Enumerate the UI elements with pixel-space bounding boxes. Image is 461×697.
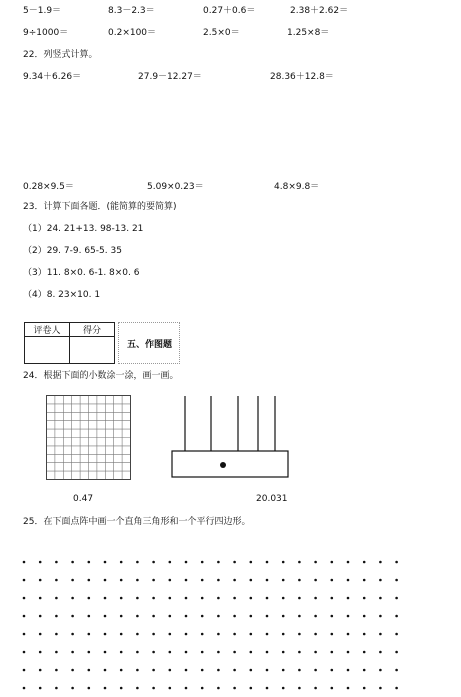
matrix-dot[interactable]: [217, 615, 220, 618]
matrix-dot[interactable]: [39, 651, 42, 654]
matrix-dot[interactable]: [23, 651, 26, 654]
matrix-dot[interactable]: [250, 597, 253, 600]
matrix-dot[interactable]: [88, 615, 91, 618]
matrix-dot[interactable]: [152, 669, 155, 672]
matrix-dot[interactable]: [152, 687, 155, 690]
matrix-dot[interactable]: [169, 615, 172, 618]
matrix-dot[interactable]: [23, 615, 26, 618]
matrix-dot[interactable]: [71, 561, 74, 564]
matrix-dot[interactable]: [250, 669, 253, 672]
section-title: 五、作图题: [127, 340, 173, 350]
matrix-dot[interactable]: [282, 615, 285, 618]
matrix-dot[interactable]: [136, 651, 139, 654]
matrix-dot[interactable]: [363, 669, 366, 672]
matrix-dot[interactable]: [266, 597, 269, 600]
grader-table: [24, 322, 115, 364]
matrix-dot[interactable]: [136, 615, 139, 618]
matrix-dot[interactable]: [104, 651, 107, 654]
problem-7: 2.5×0＝: [203, 28, 240, 38]
matrix-dot[interactable]: [23, 633, 26, 636]
matrix-dot[interactable]: [169, 633, 172, 636]
matrix-dot[interactable]: [233, 669, 236, 672]
matrix-dot[interactable]: [379, 633, 382, 636]
matrix-dot[interactable]: [233, 615, 236, 618]
matrix-dot[interactable]: [347, 651, 350, 654]
matrix-dot[interactable]: [136, 633, 139, 636]
matrix-dot[interactable]: [23, 597, 26, 600]
matrix-dot[interactable]: [169, 687, 172, 690]
problem-3: 0.27＋0.6＝: [203, 6, 256, 16]
q23-item-1: （1）24. 21+13. 98-13. 21: [23, 224, 144, 234]
matrix-dot[interactable]: [217, 579, 220, 582]
matrix-dot[interactable]: [88, 687, 91, 690]
matrix-dot[interactable]: [88, 561, 91, 564]
matrix-dot[interactable]: [104, 579, 107, 582]
matrix-dot[interactable]: [331, 651, 334, 654]
matrix-dot[interactable]: [233, 651, 236, 654]
matrix-dot[interactable]: [379, 687, 382, 690]
problem-4: 2.38＋2.62＝: [290, 6, 349, 16]
matrix-dot[interactable]: [104, 561, 107, 564]
matrix-dot[interactable]: [120, 633, 123, 636]
matrix-dot[interactable]: [314, 651, 317, 654]
q23-item-2: （2）29. 7-9. 65-5. 35: [23, 246, 122, 256]
reviewer-header: 评卷人: [25, 323, 70, 337]
matrix-dot[interactable]: [282, 651, 285, 654]
matrix-dot[interactable]: [395, 561, 398, 564]
matrix-dot[interactable]: [266, 561, 269, 564]
dot-matrix[interactable]: [0, 555, 461, 697]
matrix-dot[interactable]: [136, 561, 139, 564]
matrix-dot[interactable]: [201, 579, 204, 582]
matrix-dot[interactable]: [55, 687, 58, 690]
matrix-dot[interactable]: [363, 615, 366, 618]
matrix-dot[interactable]: [266, 669, 269, 672]
matrix-dot[interactable]: [282, 687, 285, 690]
matrix-dot[interactable]: [282, 579, 285, 582]
matrix-dot[interactable]: [314, 597, 317, 600]
matrix-dot[interactable]: [201, 615, 204, 618]
matrix-dot[interactable]: [395, 633, 398, 636]
matrix-dot[interactable]: [298, 651, 301, 654]
matrix-dot[interactable]: [395, 579, 398, 582]
matrix-dot[interactable]: [314, 615, 317, 618]
q23-title: 23．计算下面各题．(能简算的要简算): [23, 202, 177, 212]
matrix-dot[interactable]: [363, 579, 366, 582]
matrix-dot[interactable]: [185, 687, 188, 690]
matrix-dot[interactable]: [185, 669, 188, 672]
q22-problem-6: 4.8×9.8＝: [274, 182, 320, 192]
matrix-dot[interactable]: [233, 579, 236, 582]
matrix-dot[interactable]: [298, 597, 301, 600]
matrix-dot[interactable]: [395, 651, 398, 654]
matrix-dot[interactable]: [169, 651, 172, 654]
matrix-dot[interactable]: [250, 633, 253, 636]
abacus[interactable]: [170, 394, 292, 480]
matrix-dot[interactable]: [71, 669, 74, 672]
matrix-dot[interactable]: [282, 633, 285, 636]
q25-title: 25．在下面点阵中画一个直角三角形和一个平行四边形。: [23, 517, 251, 527]
matrix-dot[interactable]: [71, 597, 74, 600]
matrix-dot[interactable]: [217, 669, 220, 672]
matrix-dot[interactable]: [120, 669, 123, 672]
matrix-dot[interactable]: [331, 669, 334, 672]
matrix-dot[interactable]: [71, 633, 74, 636]
problem-1: 5－1.9＝: [23, 6, 62, 16]
problem-2: 8.3－2.3＝: [108, 6, 155, 16]
matrix-dot[interactable]: [201, 687, 204, 690]
matrix-dot[interactable]: [379, 669, 382, 672]
matrix-dot[interactable]: [185, 579, 188, 582]
matrix-dot[interactable]: [71, 687, 74, 690]
matrix-dot[interactable]: [266, 651, 269, 654]
matrix-dot[interactable]: [55, 615, 58, 618]
matrix-dot[interactable]: [55, 669, 58, 672]
matrix-dot[interactable]: [152, 615, 155, 618]
matrix-dot[interactable]: [185, 651, 188, 654]
matrix-dot[interactable]: [136, 579, 139, 582]
matrix-dot[interactable]: [314, 687, 317, 690]
matrix-dot[interactable]: [55, 633, 58, 636]
matrix-dot[interactable]: [152, 597, 155, 600]
matrix-dot[interactable]: [201, 561, 204, 564]
matrix-dot[interactable]: [314, 579, 317, 582]
hundred-grid[interactable]: [46, 395, 132, 481]
grid-label: 0.47: [73, 494, 94, 504]
matrix-dot[interactable]: [233, 561, 236, 564]
matrix-dot[interactable]: [379, 615, 382, 618]
matrix-dot[interactable]: [39, 687, 42, 690]
matrix-dot[interactable]: [39, 633, 42, 636]
matrix-dot[interactable]: [201, 669, 204, 672]
matrix-dot[interactable]: [120, 687, 123, 690]
matrix-dot[interactable]: [152, 561, 155, 564]
matrix-dot[interactable]: [136, 687, 139, 690]
matrix-dot[interactable]: [185, 597, 188, 600]
matrix-dot[interactable]: [120, 561, 123, 564]
q22-problem-2: 27.9－12.27＝: [138, 72, 202, 82]
matrix-dot[interactable]: [88, 597, 91, 600]
matrix-dot[interactable]: [314, 669, 317, 672]
matrix-dot[interactable]: [23, 579, 26, 582]
matrix-dot[interactable]: [363, 687, 366, 690]
matrix-dot[interactable]: [169, 597, 172, 600]
matrix-dot[interactable]: [314, 633, 317, 636]
matrix-dot[interactable]: [39, 561, 42, 564]
matrix-dot[interactable]: [104, 615, 107, 618]
matrix-dot[interactable]: [298, 561, 301, 564]
matrix-dot[interactable]: [136, 669, 139, 672]
matrix-dot[interactable]: [266, 687, 269, 690]
matrix-dot[interactable]: [331, 615, 334, 618]
matrix-dot[interactable]: [120, 615, 123, 618]
matrix-dot[interactable]: [39, 615, 42, 618]
matrix-dot[interactable]: [347, 579, 350, 582]
matrix-dot[interactable]: [201, 597, 204, 600]
matrix-dot[interactable]: [71, 579, 74, 582]
matrix-dot[interactable]: [55, 597, 58, 600]
problem-5: 9÷1000＝: [23, 28, 69, 38]
matrix-dot[interactable]: [250, 687, 253, 690]
matrix-dot[interactable]: [347, 633, 350, 636]
matrix-dot[interactable]: [250, 615, 253, 618]
matrix-dot[interactable]: [185, 633, 188, 636]
matrix-dot[interactable]: [331, 561, 334, 564]
q22-title: 22．列竖式计算。: [23, 50, 98, 60]
matrix-dot[interactable]: [217, 597, 220, 600]
matrix-dot[interactable]: [282, 561, 285, 564]
matrix-dot[interactable]: [120, 597, 123, 600]
matrix-dot[interactable]: [347, 597, 350, 600]
score-header: 得分: [70, 323, 115, 337]
matrix-dot[interactable]: [266, 633, 269, 636]
matrix-dot[interactable]: [298, 633, 301, 636]
reviewer-cell[interactable]: [25, 337, 70, 364]
matrix-dot[interactable]: [120, 651, 123, 654]
abacus-label: 20.031: [256, 494, 288, 504]
matrix-dot[interactable]: [217, 633, 220, 636]
matrix-dot[interactable]: [331, 687, 334, 690]
matrix-dot[interactable]: [104, 669, 107, 672]
matrix-dot[interactable]: [331, 579, 334, 582]
matrix-dot[interactable]: [55, 651, 58, 654]
problem-6: 0.2×100＝: [108, 28, 157, 38]
matrix-dot[interactable]: [55, 561, 58, 564]
matrix-dot[interactable]: [233, 633, 236, 636]
matrix-dot[interactable]: [71, 615, 74, 618]
matrix-dot[interactable]: [88, 651, 91, 654]
matrix-dot[interactable]: [23, 669, 26, 672]
matrix-dot[interactable]: [217, 651, 220, 654]
matrix-dot[interactable]: [136, 597, 139, 600]
matrix-dot[interactable]: [347, 687, 350, 690]
matrix-dot[interactable]: [395, 687, 398, 690]
matrix-dot[interactable]: [250, 561, 253, 564]
matrix-dot[interactable]: [39, 669, 42, 672]
matrix-dot[interactable]: [55, 579, 58, 582]
matrix-dot[interactable]: [266, 579, 269, 582]
matrix-dot[interactable]: [217, 561, 220, 564]
matrix-dot[interactable]: [201, 633, 204, 636]
decimal-point: [220, 462, 226, 468]
q22-problem-5: 5.09×0.23＝: [147, 182, 204, 192]
matrix-dot[interactable]: [169, 579, 172, 582]
matrix-dot[interactable]: [185, 561, 188, 564]
matrix-dot[interactable]: [314, 561, 317, 564]
matrix-dot[interactable]: [39, 597, 42, 600]
matrix-dot[interactable]: [347, 615, 350, 618]
score-cell[interactable]: [70, 337, 115, 364]
matrix-dot[interactable]: [169, 669, 172, 672]
matrix-dot[interactable]: [88, 579, 91, 582]
matrix-dot[interactable]: [201, 651, 204, 654]
matrix-dot[interactable]: [395, 615, 398, 618]
matrix-dot[interactable]: [363, 651, 366, 654]
matrix-dot[interactable]: [266, 615, 269, 618]
matrix-dot[interactable]: [169, 561, 172, 564]
matrix-dot[interactable]: [39, 579, 42, 582]
matrix-dot[interactable]: [347, 561, 350, 564]
matrix-dot[interactable]: [152, 579, 155, 582]
matrix-dot[interactable]: [282, 597, 285, 600]
q22-problem-4: 0.28×9.5＝: [23, 182, 74, 192]
matrix-dot[interactable]: [363, 561, 366, 564]
matrix-dot[interactable]: [120, 579, 123, 582]
matrix-dot[interactable]: [379, 579, 382, 582]
q22-problem-1: 9.34＋6.26＝: [23, 72, 82, 82]
matrix-dot[interactable]: [363, 597, 366, 600]
matrix-dot[interactable]: [298, 669, 301, 672]
section-header-box: [118, 322, 180, 364]
matrix-dot[interactable]: [250, 579, 253, 582]
q22-problem-3: 28.36＋12.8＝: [270, 72, 334, 82]
q24-title: 24．根据下面的小数涂一涂，画一画。: [23, 371, 179, 381]
matrix-dot[interactable]: [379, 651, 382, 654]
q23-item-3: （3）11. 8×0. 6-1. 8×0. 6: [23, 268, 140, 278]
matrix-dot[interactable]: [298, 579, 301, 582]
q23-item-4: （4）8. 23×10. 1: [23, 290, 101, 300]
matrix-dot[interactable]: [379, 597, 382, 600]
matrix-dot[interactable]: [233, 687, 236, 690]
matrix-dot[interactable]: [298, 615, 301, 618]
matrix-dot[interactable]: [104, 633, 107, 636]
matrix-dot[interactable]: [217, 687, 220, 690]
matrix-dot[interactable]: [379, 561, 382, 564]
matrix-dot[interactable]: [23, 561, 26, 564]
abacus-base: [172, 451, 288, 477]
matrix-dot[interactable]: [282, 669, 285, 672]
matrix-dot[interactable]: [395, 669, 398, 672]
matrix-dot[interactable]: [298, 687, 301, 690]
matrix-dot[interactable]: [88, 633, 91, 636]
matrix-dot[interactable]: [347, 669, 350, 672]
matrix-dot[interactable]: [395, 597, 398, 600]
matrix-dot[interactable]: [185, 615, 188, 618]
matrix-dot[interactable]: [104, 597, 107, 600]
matrix-dot[interactable]: [331, 633, 334, 636]
matrix-dot[interactable]: [250, 651, 253, 654]
problem-8: 1.25×8＝: [287, 28, 330, 38]
matrix-dot[interactable]: [88, 669, 91, 672]
matrix-dot[interactable]: [331, 597, 334, 600]
matrix-dot[interactable]: [71, 651, 74, 654]
matrix-dot[interactable]: [104, 687, 107, 690]
matrix-dot[interactable]: [23, 687, 26, 690]
matrix-dot[interactable]: [152, 633, 155, 636]
matrix-dot[interactable]: [152, 651, 155, 654]
matrix-dot[interactable]: [363, 633, 366, 636]
matrix-dot[interactable]: [233, 597, 236, 600]
